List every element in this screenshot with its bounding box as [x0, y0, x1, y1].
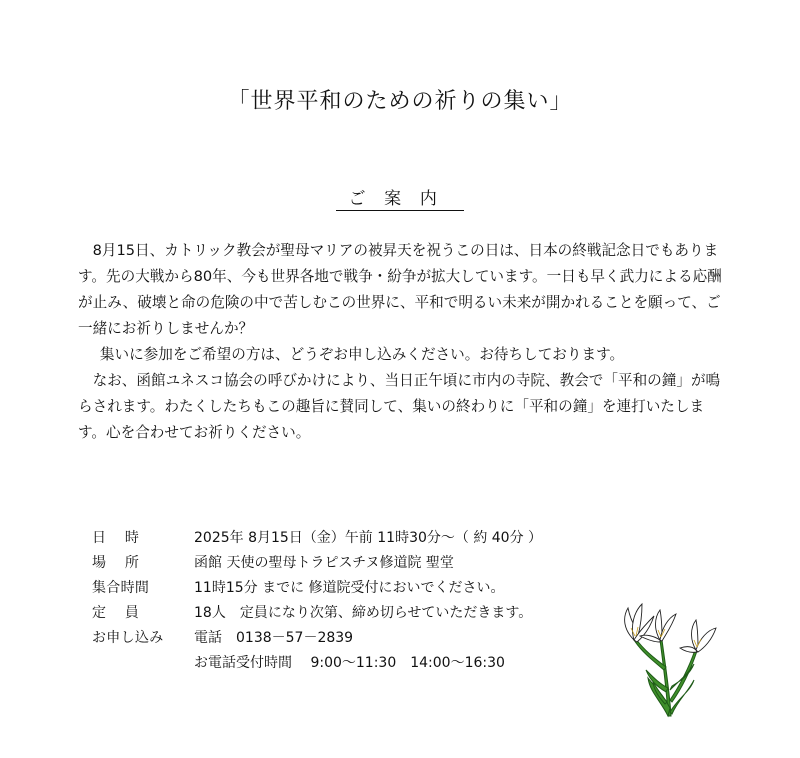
paragraph-intro: 8月15日、カトリック教会が聖母マリアの被昇天を祝うこの日は、日本の終戦記念日でもあります。先の大戦から80年、今も世界各地で戦争・紛争が拡大しています。一日も早く武力による応酬が止み、破壊と命の危険の中で苦しむこの世界に、平和で明るい未来が開かれることを願って、ご一緒にお祈りしませんか？: [78, 242, 722, 337]
subtitle: [0, 184, 800, 211]
paragraph-bell: なお、函館ユネスコ協会の呼びかけにより、当日正午頃に市内の寺院、教会で「平和の鐘」が鳴らされます。わたくしたちもこの趣旨に賛同して、集いの終わりに「平和の鐘」を連打いたします。心を合わせてお祈りください。: [78, 372, 721, 441]
info-label-place: 場所: [92, 555, 158, 571]
info-label-datetime: 日時: [92, 530, 158, 546]
info-row-datetime: [92, 526, 632, 551]
info-value-meeting: 11時15分 までに 修道院受付においでください。: [194, 580, 505, 596]
subtitle-text: ご案内: [336, 184, 463, 211]
info-row-apply: [92, 626, 632, 651]
info-value-capacity: 18人 定員になり次第、締め切らせていただきます。: [194, 605, 533, 621]
info-row-hours: [92, 651, 632, 676]
info-value-phone: 電話 0138－57－2839: [194, 630, 354, 646]
info-label-empty: [92, 651, 194, 676]
info-row-meeting: [92, 576, 632, 601]
info-row-capacity: [92, 601, 632, 626]
info-value-datetime: 2025年 8月15日（金）午前 11時30分～（ 約 40分 ）: [194, 530, 543, 546]
page-title: 「世界平和のための祈りの集い」: [227, 89, 573, 114]
info-row-place: [92, 551, 632, 576]
info-value-place: 函館 天使の聖母トラピスチヌ修道院 聖堂: [194, 555, 454, 571]
paragraph-application: 集いに参加をご希望の方は、どうぞお申し込みください。お待ちしております。: [99, 346, 625, 363]
event-info: [92, 526, 632, 676]
lily-illustration: [620, 600, 720, 718]
info-label-apply: お申し込み: [92, 630, 164, 646]
info-value-hours: お電話受付時間 9:00～11:30 14:00～16:30: [194, 655, 505, 671]
info-label-meeting: 集合時間: [92, 580, 150, 596]
body-text: [78, 238, 728, 446]
info-label-capacity: 定員: [92, 605, 158, 621]
